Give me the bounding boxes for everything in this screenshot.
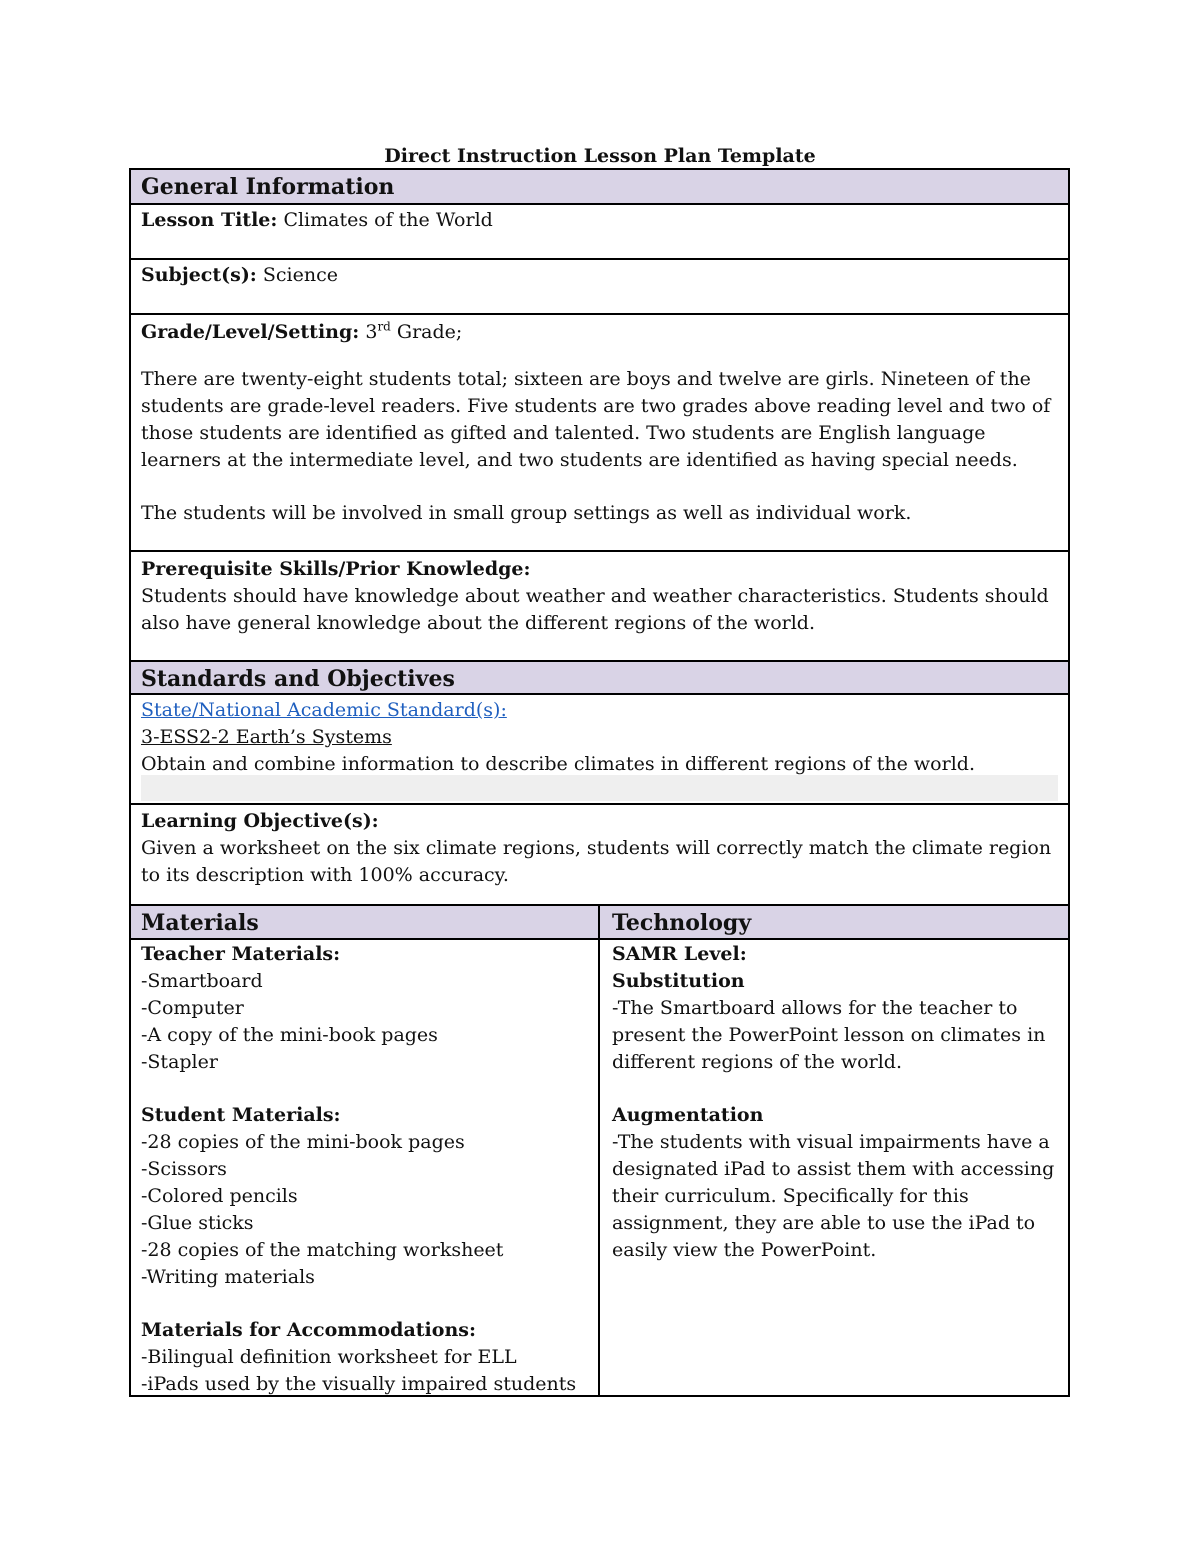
- augmentation-label: Augmentation: [612, 1104, 764, 1126]
- list-item: -iPads used by the visually impaired students: [141, 1373, 577, 1395]
- teacher-materials-label: Teacher Materials:: [141, 943, 341, 965]
- materials-technology-body: [131, 938, 1068, 1395]
- document-title: Direct Instruction Lesson Plan Template: [384, 145, 816, 167]
- list-item: -Writing materials: [141, 1266, 315, 1288]
- lesson-title-row: [131, 203, 1068, 258]
- list-item: -28 copies of the matching worksheet: [141, 1239, 504, 1261]
- lesson-title-label: Lesson Title:: [141, 209, 278, 231]
- standard-description: Obtain and combine information to describe climates in different regions of the world.: [141, 753, 975, 775]
- list-item: -Stapler: [141, 1051, 218, 1073]
- technology-heading: Technology: [612, 910, 752, 936]
- standards-row: [131, 693, 1068, 803]
- samr-level-label: SAMR Level:: [612, 943, 747, 965]
- general-information-heading: General Information: [141, 174, 395, 200]
- grade-value: 3: [359, 321, 378, 343]
- lesson-plan-table: [129, 168, 1070, 1397]
- substitution-label: Substitution: [612, 970, 745, 992]
- lesson-title-value: Climates of the World: [277, 209, 493, 231]
- grade-level-setting-label: Grade/Level/Setting:: [141, 321, 360, 343]
- technology-cell: [600, 940, 1068, 1397]
- learning-objective-text: Given a worksheet on the six climate regions, students will correctly match the climate region to its description with 100% accuracy.: [141, 837, 1052, 886]
- subject-value: Science: [256, 264, 338, 286]
- materials-technology-header: [131, 904, 1068, 938]
- prerequisite-label: Prerequisite Skills/Prior Knowledge:: [141, 558, 531, 580]
- standard-code: 3-ESS2-2 Earth’s Systems: [141, 726, 392, 748]
- list-item: -Bilingual definition worksheet for ELL: [141, 1346, 517, 1368]
- accommodations-materials-label: Materials for Accommodations:: [141, 1319, 476, 1341]
- subject-label: Subject(s):: [141, 264, 257, 286]
- augmentation-text: -The students with visual impairments have a designated iPad to assist them with accessing their curriculum. Specifically for this assignment, they are able to use the iPad to easily view the PowerPoint.: [612, 1131, 1055, 1261]
- standards-objectives-header: [131, 660, 1068, 693]
- shaded-empty-line: [141, 775, 1058, 801]
- prerequisite-text: Students should have knowledge about weather and weather characteristics. Students should also have general knowledge about the different regions of the world.: [141, 585, 1049, 634]
- list-item: -Colored pencils: [141, 1185, 298, 1207]
- materials-heading: Materials: [141, 910, 259, 936]
- academic-standards-link[interactable]: State/National Academic Standard(s):: [141, 699, 507, 721]
- materials-header-cell: [131, 906, 600, 938]
- setting-description: The students will be involved in small group settings as well as individual work.: [141, 502, 912, 524]
- list-item: -A copy of the mini-book pages: [141, 1024, 438, 1046]
- grade-level-setting-row: [131, 313, 1068, 550]
- list-item: -28 copies of the mini-book pages: [141, 1131, 465, 1153]
- standards-objectives-heading: Standards and Objectives: [141, 666, 455, 692]
- student-materials-label: Student Materials:: [141, 1104, 341, 1126]
- grade-value-rest: Grade;: [390, 321, 463, 343]
- list-item: -Glue sticks: [141, 1212, 254, 1234]
- list-item: -Scissors: [141, 1158, 227, 1180]
- prerequisite-row: [131, 550, 1068, 660]
- learning-objective-row: [131, 803, 1068, 904]
- grade-value-ordinal: rd: [377, 319, 391, 334]
- students-description: There are twenty-eight students total; sixteen are boys and twelve are girls. Nineteen of the students are grade-level readers. Five students are two grades above reading level and two of those students are identified as gifted and talented. Two students are English language learners at the intermediate level, and two students are identified as having special needs.: [141, 368, 1051, 471]
- subject-row: [131, 258, 1068, 313]
- list-item: -Computer: [141, 997, 244, 1019]
- general-information-header: [131, 170, 1068, 203]
- technology-header-cell: [600, 906, 1068, 938]
- learning-objective-label: Learning Objective(s):: [141, 810, 379, 832]
- list-item: -Smartboard: [141, 970, 263, 992]
- materials-cell: [131, 940, 600, 1397]
- substitution-text: -The Smartboard allows for the teacher to present the PowerPoint lesson on climates in different regions of the world.: [612, 997, 1046, 1073]
